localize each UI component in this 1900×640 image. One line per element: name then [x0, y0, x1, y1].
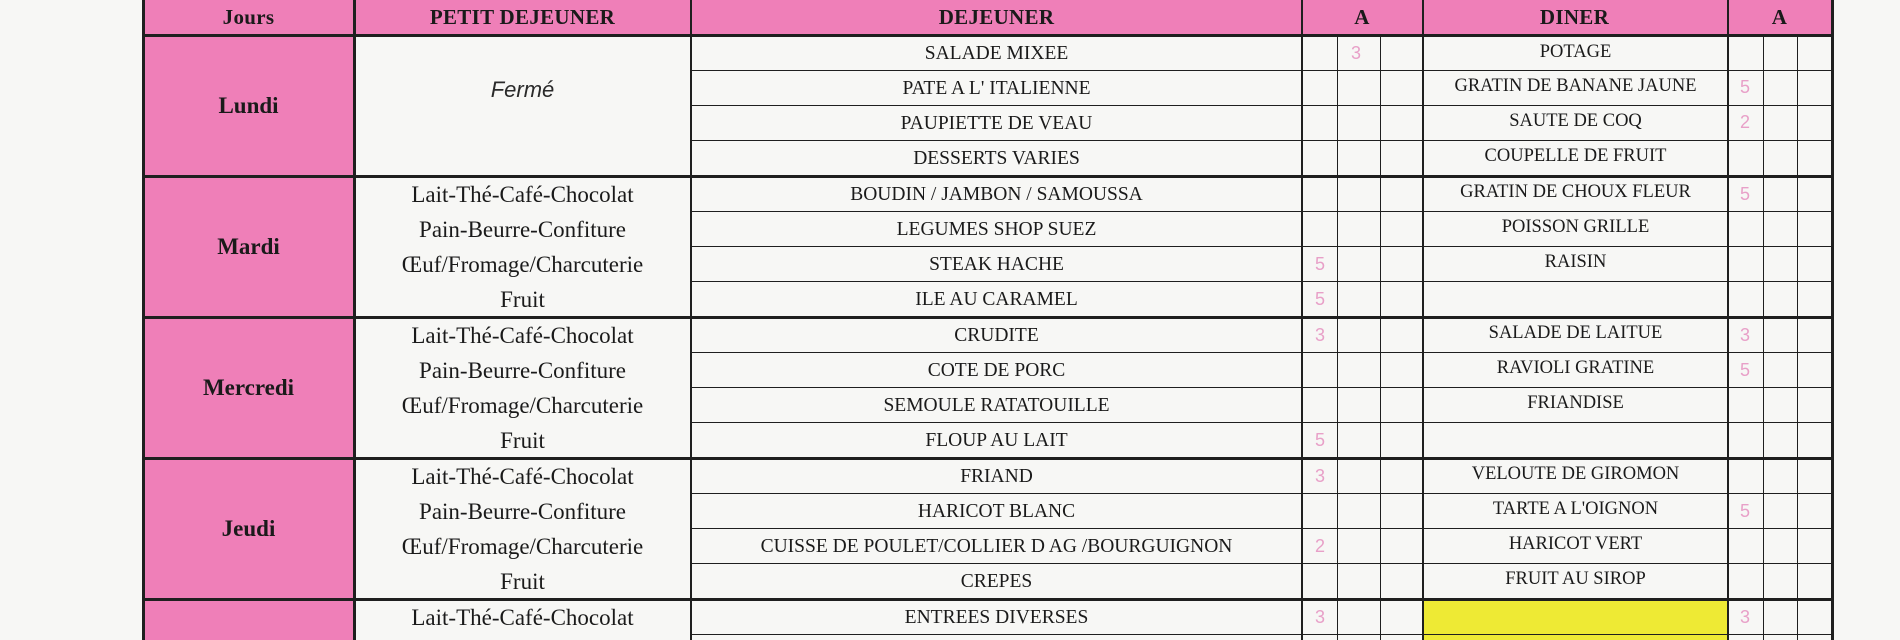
header-dejeuner: DEJEUNER: [938, 4, 1055, 29]
lunch-score: 3: [1314, 466, 1325, 486]
dinner-dish: RAISIN: [1544, 252, 1607, 272]
lunch-dish: HARICOT BLANC: [917, 500, 1076, 522]
breakfast-line: Fruit: [500, 428, 545, 453]
lunch-dish: LEGUMES SHOP SUEZ: [896, 218, 1097, 240]
grid-line: [1797, 36, 1798, 640]
lunch-score: 3: [1350, 43, 1361, 63]
grid-line: [1301, 0, 1303, 640]
grid-line: [690, 422, 1834, 423]
breakfast-line: Fruit: [500, 287, 545, 312]
dinner-dish: FRUIT AU SIROP: [1505, 569, 1646, 589]
lunch-dish: SEMOULE RATATOUILLE: [883, 394, 1110, 416]
dinner-dish: COUPELLE DE FRUIT: [1484, 146, 1667, 166]
day-cell-mardi: Mardi: [143, 176, 354, 317]
grid-line: [690, 246, 1834, 247]
grid-line: [142, 316, 1834, 319]
lunch-dish: SALADE MIXEE: [924, 42, 1069, 64]
dinner-score: 5: [1739, 184, 1750, 204]
lunch-dish: FLOUP AU LAIT: [925, 429, 1068, 451]
lunch-dish: CUISSE DE POULET/COLLIER D AG /BOURGUIGNON: [760, 535, 1233, 557]
breakfast-line: Lait-Thé-Café-Chocolat: [411, 464, 634, 489]
grid-line: [142, 457, 1834, 460]
day-cell-jeudi: Jeudi: [143, 458, 354, 599]
breakfast-line: Lait-Thé-Café-Chocolat: [411, 323, 634, 348]
dinner-dish: RAVIOLI GRATINE: [1496, 358, 1655, 378]
breakfast-line: Pain-Beurre-Confiture: [419, 499, 626, 524]
lunch-dish: ENTREES DIVERSES: [904, 606, 1089, 628]
grid-line: [142, 175, 1834, 178]
grid-line: [1831, 0, 1834, 640]
dinner-score: 3: [1739, 325, 1750, 345]
grid-line: [1380, 36, 1381, 640]
dinner-score: 3: [1739, 607, 1750, 627]
lunch-dish: STEAK HACHE: [929, 253, 1064, 275]
day-cell-vendredi: [143, 599, 354, 640]
lunch-dish: CRUDITE: [954, 324, 1039, 346]
lunch-dish: FRIAND: [960, 465, 1033, 487]
dinner-dish: SAUTE DE COQ: [1509, 111, 1642, 131]
breakfast-line: Fruit: [500, 569, 545, 594]
breakfast-line: Lait-Thé-Café-Chocolat: [411, 182, 634, 207]
lunch-dish: PAUPIETTE DE VEAU: [900, 112, 1093, 134]
lunch-dish: DESSERTS VARIES: [913, 147, 1080, 169]
dinner-score: 5: [1739, 77, 1750, 97]
grid-line: [1422, 0, 1424, 640]
grid-line: [690, 493, 1834, 494]
lunch-score: 5: [1314, 254, 1325, 274]
grid-line: [690, 140, 1834, 141]
header-jours: Jours: [222, 4, 275, 29]
grid-line: [690, 0, 692, 640]
dinner-score: 5: [1739, 360, 1750, 380]
grid-line: [1763, 36, 1764, 640]
grid-line: [690, 528, 1834, 529]
grid-line: [690, 70, 1834, 71]
breakfast-line: Œuf/Fromage/Charcuterie: [401, 252, 644, 277]
dinner-dish: GRATIN DE CHOUX FLEUR: [1460, 182, 1691, 202]
lunch-score: 5: [1314, 430, 1325, 450]
lunch-score: 3: [1314, 607, 1325, 627]
grid-line: [690, 281, 1834, 282]
grid-line: [690, 634, 1834, 635]
breakfast-line: Œuf/Fromage/Charcuterie: [401, 534, 644, 559]
grid-line: [1337, 36, 1338, 640]
dinner-dish: HARICOT VERT: [1508, 534, 1643, 554]
grid-line: [142, 598, 1834, 601]
lunch-dish: COTE DE PORC: [927, 359, 1066, 381]
lunch-score: 5: [1314, 289, 1325, 309]
lunch-dish: CREPES: [960, 570, 1033, 592]
dinner-dish: FRIANDISE: [1527, 393, 1624, 413]
grid-line: [353, 0, 356, 640]
day-cell-mercredi: Mercredi: [143, 317, 354, 458]
dinner-dish: TARTE A L'OIGNON: [1492, 499, 1659, 519]
grid-line: [142, 0, 145, 640]
grid-line: [690, 563, 1834, 564]
header-a-lunch: A: [1354, 4, 1370, 29]
header-diner: DINER: [1539, 4, 1610, 29]
dinner-dish: POTAGE: [1539, 42, 1612, 62]
grid-line: [690, 211, 1834, 212]
grid-line: [690, 352, 1834, 353]
lunch-dish: ILE AU CARAMEL: [915, 288, 1078, 310]
dinner-dish: POISSON GRILLE: [1501, 217, 1650, 237]
grid-line: [690, 387, 1834, 388]
dinner-dish: GRATIN DE BANANE JAUNE: [1454, 76, 1697, 96]
breakfast-line: Pain-Beurre-Confiture: [419, 217, 626, 242]
grid-line: [690, 105, 1834, 106]
dinner-dish: VELOUTE DE GIROMON: [1471, 464, 1680, 484]
dinner-dish: SALADE DE LAITUE: [1488, 323, 1663, 343]
breakfast-closed-label: Fermé: [490, 77, 555, 102]
grid-line: [1727, 0, 1729, 640]
breakfast-line: Pain-Beurre-Confiture: [419, 358, 626, 383]
dinner-score: 5: [1739, 501, 1750, 521]
dinner-score: 2: [1739, 112, 1750, 132]
grid-line: [142, 34, 1834, 37]
lunch-score: 3: [1314, 325, 1325, 345]
lunch-dish: BOUDIN / JAMBON / SAMOUSSA: [850, 183, 1143, 205]
header-a-dinner: A: [1771, 4, 1788, 29]
breakfast-line: Lait-Thé-Café-Chocolat: [411, 605, 634, 630]
day-cell-lundi: Lundi: [143, 36, 354, 176]
lunch-score: 2: [1314, 536, 1325, 556]
lunch-dish: PATE A L' ITALIENNE: [902, 77, 1091, 99]
header-petit-dejeuner: PETIT DEJEUNER: [429, 4, 616, 29]
breakfast-line: Œuf/Fromage/Charcuterie: [401, 393, 644, 418]
